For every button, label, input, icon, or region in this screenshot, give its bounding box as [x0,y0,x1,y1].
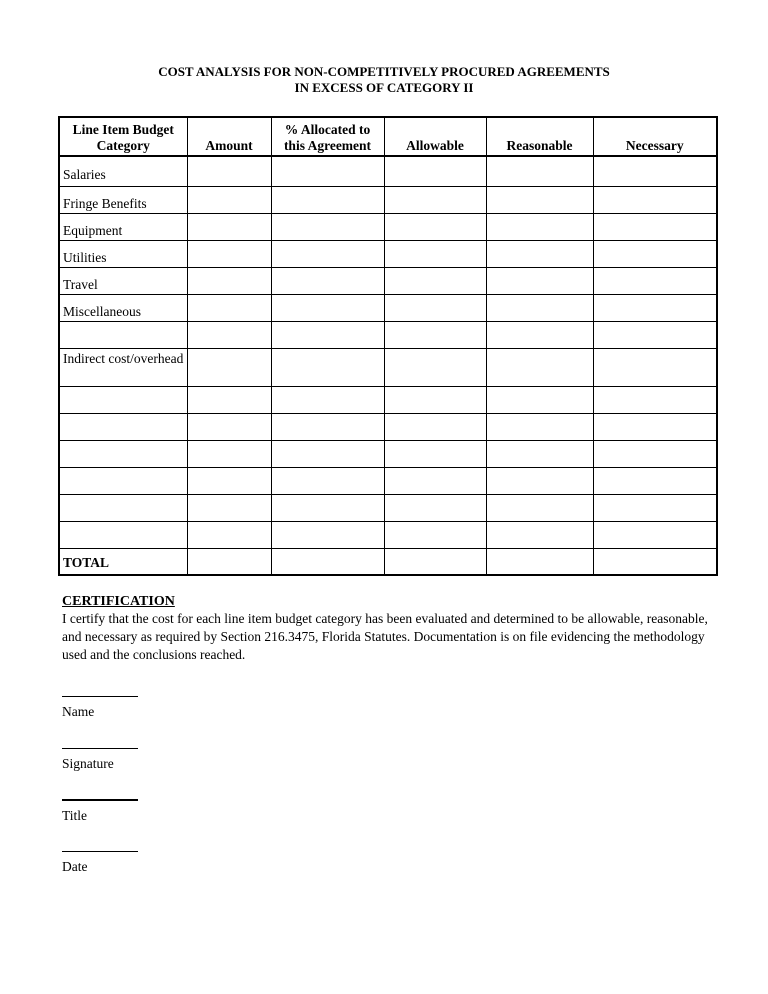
reasonable-cell[interactable] [486,240,593,267]
allocated-cell[interactable] [271,321,384,348]
reasonable-cell[interactable] [486,186,593,213]
allocated-cell[interactable] [271,467,384,494]
row-label[interactable] [59,521,187,548]
reasonable-cell[interactable] [486,321,593,348]
total-allocated-cell[interactable] [271,548,384,575]
certification-text: I certify that the cost for each line item budget category has been evaluated and determined to be allowable, reasonable, and necessary as required by Section 216.3475, Florida Statutes. Documentation is on file evidencing the methodology used and the conclusions reached. [62,611,708,662]
header-reasonable: Reasonable [486,117,593,156]
allocated-cell[interactable] [271,156,384,186]
table-row [59,440,717,467]
table-row [59,156,717,186]
allocated-cell[interactable] [271,267,384,294]
necessary-cell[interactable] [593,156,717,186]
name-field [62,696,138,720]
reasonable-cell[interactable] [486,521,593,548]
title-line[interactable] [62,799,138,801]
signature-field [62,748,138,772]
table-row [59,267,717,294]
amount-cell[interactable] [187,240,271,267]
reasonable-cell[interactable] [486,267,593,294]
title-line-1: COST ANALYSIS FOR NON-COMPETITIVELY PROCURED AGREEMENTS [158,64,610,79]
necessary-cell[interactable] [593,213,717,240]
total-reasonable-cell[interactable] [486,548,593,575]
table-row [59,467,717,494]
total-allowable-cell[interactable] [384,548,486,575]
reasonable-cell[interactable] [486,294,593,321]
necessary-cell[interactable] [593,467,717,494]
row-label: Salaries [59,156,187,186]
amount-cell[interactable] [187,440,271,467]
amount-cell[interactable] [187,467,271,494]
total-amount-cell[interactable] [187,548,271,575]
header-category: Line Item Budget Category [59,117,187,156]
table-row [59,494,717,521]
allowable-cell[interactable] [384,521,486,548]
necessary-cell[interactable] [593,440,717,467]
date-line[interactable] [62,851,138,852]
allowable-cell[interactable] [384,267,486,294]
name-label: Name [62,704,95,719]
necessary-cell[interactable] [593,348,717,386]
row-label: Indirect cost/overhead [59,348,187,386]
signature-label: Signature [62,756,114,771]
amount-cell[interactable] [187,348,271,386]
row-label: Miscellaneous [59,294,187,321]
row-label: Utilities [59,240,187,267]
reasonable-cell[interactable] [486,213,593,240]
table-row [59,348,717,386]
amount-cell[interactable] [187,321,271,348]
reasonable-cell[interactable] [486,467,593,494]
allowable-cell[interactable] [384,213,486,240]
table-row [59,386,717,413]
necessary-cell[interactable] [593,186,717,213]
table-row [59,521,717,548]
title-field [62,799,138,824]
table-row-total [59,548,717,575]
allocated-cell[interactable] [271,521,384,548]
amount-cell[interactable] [187,213,271,240]
allocated-cell[interactable] [271,186,384,213]
header-allocated: % Allocated to this Agreement [271,117,384,156]
amount-cell[interactable] [187,386,271,413]
total-label: TOTAL [59,548,187,575]
amount-cell[interactable] [187,521,271,548]
certification-heading: CERTIFICATION [62,594,175,609]
necessary-cell[interactable] [593,494,717,521]
allowable-cell[interactable] [384,413,486,440]
allocated-cell[interactable] [271,440,384,467]
necessary-cell[interactable] [593,294,717,321]
allocated-cell[interactable] [271,240,384,267]
table-row [59,240,717,267]
allowable-cell[interactable] [384,467,486,494]
allocated-cell[interactable] [271,386,384,413]
necessary-cell[interactable] [593,267,717,294]
reasonable-cell[interactable] [486,156,593,186]
cost-analysis-table [58,116,718,576]
allocated-cell[interactable] [271,294,384,321]
row-label: Fringe Benefits [59,186,187,213]
allowable-cell[interactable] [384,348,486,386]
date-field [62,851,138,875]
allowable-cell[interactable] [384,156,486,186]
row-label[interactable] [59,440,187,467]
necessary-cell[interactable] [593,413,717,440]
amount-cell[interactable] [187,294,271,321]
table-row [59,213,717,240]
allowable-cell[interactable] [384,386,486,413]
allocated-cell[interactable] [271,494,384,521]
table-header-row [59,117,717,156]
row-label[interactable] [59,321,187,348]
allocated-cell[interactable] [271,413,384,440]
signature-line[interactable] [62,748,138,749]
reasonable-cell[interactable] [486,413,593,440]
document-title [0,64,768,96]
reasonable-cell[interactable] [486,440,593,467]
header-allowable: Allowable [384,117,486,156]
amount-cell[interactable] [187,186,271,213]
necessary-cell[interactable] [593,521,717,548]
allocated-cell[interactable] [271,348,384,386]
date-label: Date [62,859,88,874]
reasonable-cell[interactable] [486,348,593,386]
title-line-2: IN EXCESS OF CATEGORY II [294,80,474,95]
allowable-cell[interactable] [384,186,486,213]
allowable-cell[interactable] [384,440,486,467]
table-row [59,294,717,321]
table-row [59,413,717,440]
table-row [59,321,717,348]
amount-cell[interactable] [187,267,271,294]
allowable-cell[interactable] [384,494,486,521]
reasonable-cell[interactable] [486,386,593,413]
necessary-cell[interactable] [593,321,717,348]
allowable-cell[interactable] [384,240,486,267]
total-necessary-cell[interactable] [593,548,717,575]
necessary-cell[interactable] [593,386,717,413]
row-label[interactable] [59,467,187,494]
allowable-cell[interactable] [384,321,486,348]
amount-cell[interactable] [187,413,271,440]
table-row [59,186,717,213]
row-label[interactable] [59,413,187,440]
necessary-cell[interactable] [593,240,717,267]
amount-cell[interactable] [187,156,271,186]
row-label[interactable] [59,386,187,413]
header-necessary: Necessary [593,117,717,156]
row-label[interactable] [59,494,187,521]
row-label: Travel [59,267,187,294]
allocated-cell[interactable] [271,213,384,240]
allowable-cell[interactable] [384,294,486,321]
header-amount: Amount [187,117,271,156]
name-line[interactable] [62,696,138,697]
title-label: Title [62,808,88,823]
amount-cell[interactable] [187,494,271,521]
row-label: Equipment [59,213,187,240]
reasonable-cell[interactable] [486,494,593,521]
